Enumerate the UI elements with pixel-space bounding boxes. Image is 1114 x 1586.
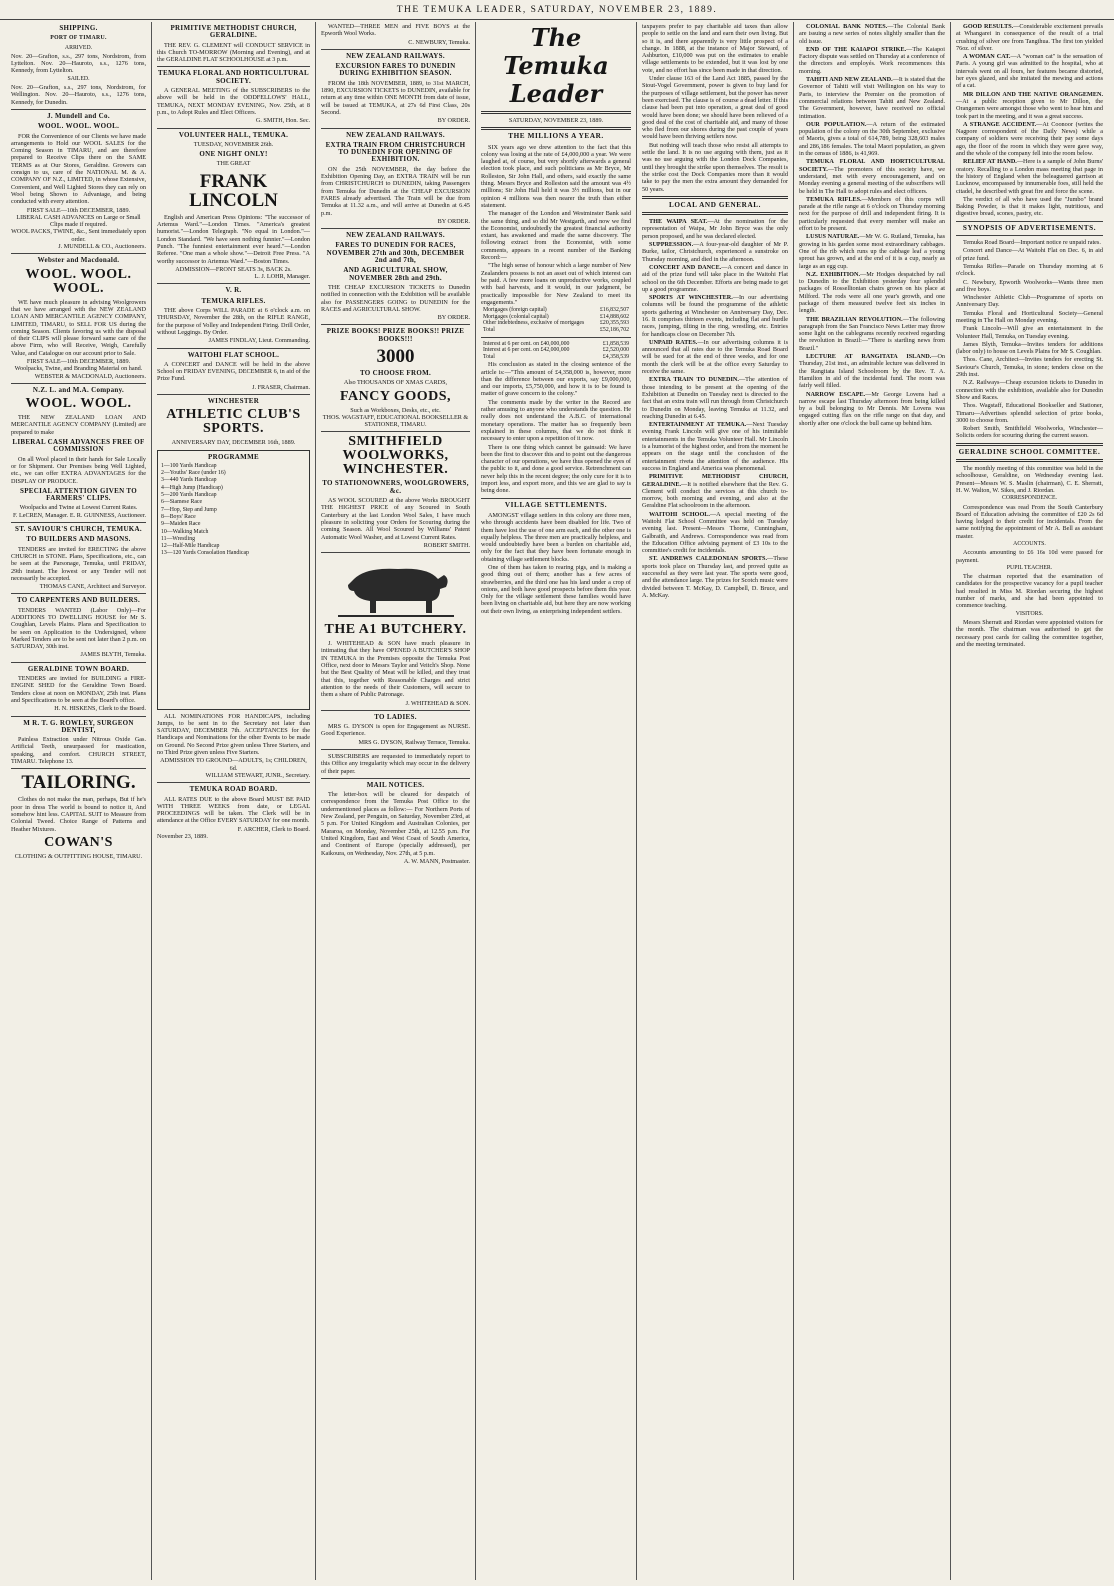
mail-heading: MAIL NOTICES. — [366, 780, 425, 789]
railways-heading-1: NEW ZEALAND RAILWAYS. — [346, 51, 445, 60]
village-paragraph-1: AMONGST village settlers in this colony are three men, who through accidents have been disabled for life. Two of them have lost the use of one arm each, and the other one is equally helpless. The three men are practically helpless, and would undoubtedly have been a burden on charitable aid, only for the fact that they have been fortunate enough in obtaining village settlement blocks. — [481, 511, 631, 563]
rifles-signature: JAMES FINDLAY, Lieut. Commanding. — [208, 337, 310, 345]
news-item-heading: A STRANGE ACCIDENT. — [963, 120, 1037, 128]
butchery-text: J. WHITEHEAD & SON have much pleasure in intimating that they have OPENED A BUTCHER'S SHOP IN TEMUKA in the Premises opposite the Temuka Post Office, next door to Messrs Taylor and Veitch's Shop. None but the Best Quality of Meat will be killed, and they trust that this, together with Reasonable Charges and strict attention to the needs of their Customers, will secure to them a share of Public Patronage. — [321, 640, 470, 699]
news-item-heading: GOOD RESULTS. — [963, 23, 1014, 30]
news-item-text: —These sports took place on Thursday last, and proved quite as successful as they were last year. The sports were good, and the attendance large. The prizes for Scotch music were divided between T. McKay, D. Campbell, D. Bruce, and A. McKay. — [642, 555, 788, 599]
synopsis-item: Winchester Athletic Club—Programme of sports on Anniversary Day. — [956, 294, 1103, 309]
athletic-admission: ADMISSION TO GROUND—ADULTS, 1s; CHILDREN, 6d. — [160, 757, 307, 772]
news-item-text: —A four-year-old daughter of Mr P. Burke, tailor, Christchurch, experienced a sunstroke on Thursday morning, and died in the afternoon. — [642, 241, 788, 263]
news-item — [799, 158, 945, 194]
programme-event: 6—Siamese Race — [161, 499, 203, 506]
news-item-heading: TEMUKA FLORAL AND HORTICULTURAL SOCIETY. — [799, 158, 945, 173]
news-item-text: —A concert and dance in aid of the prize fund will take place in the Waitohi Flat school on the 6th December. Efforts are being made to get up a good programme. — [642, 263, 788, 293]
floral-heading: TEMUKA FLORAL AND HORTICULTURAL SOCIETY. — [158, 69, 309, 85]
rifles-text: THE above Corps WILL PARADE at 6 o'clock a.m. on THURSDAY, November the 28th, on the RIFLE RANGE, for the purpose of Volley and Independent Firing. Drill Order, without Leggings. By Order. — [157, 307, 310, 336]
news-item-heading: LECTURE AT RANGITATA ISLAND. — [806, 353, 932, 361]
programme-event: 2—Youths' Race (under 16) — [161, 470, 226, 477]
news-item-heading: SPORTS AT WINCHESTER. — [649, 294, 733, 302]
saviour-heading: ST. SAVIOUR'S CHURCH, TEMUKA. — [15, 525, 142, 534]
first-sale-2: FIRST SALE—10th DECEMBER, 1889. — [26, 357, 131, 365]
extra-train-heading: EXTRA TRAIN FROM CHRISTCHURCH TO DUNEDIN FOR OPENING OF EXHIBITION. — [325, 140, 466, 164]
news-item-text: —The following paragraph from the San Francisco News Letter may throw some light on the cablegrams recently received regarding the revolution in Brazil:—"There is startling news from Brazil." — [799, 315, 945, 352]
news-item-text: —The Kaiapoi Factory dispute was settled on Thursday at a conference of the directors and employés. Work recommences this morning. — [799, 45, 945, 75]
synopsis-item: Robert Smith, Smithfield Woolworks, Winchester—Solicits orders for scouring during the current season. — [956, 425, 1103, 440]
millions-heading: THE MILLIONS A YEAR. — [508, 132, 604, 141]
by-order-1: BY ORDER. — [437, 117, 470, 125]
news-item — [799, 76, 945, 120]
news-item — [799, 23, 945, 45]
excursion-text: FROM the 18th NOVEMBER, 1889, to 31st MARCH, 1890, EXCURSION TICKETS to DUNEDIN, available for return at any time within ONE MONTH from date of issue, will be issued at TEMUKA, at 27s 6d First Class, 20s Second. — [321, 79, 470, 116]
programme-event: 13—120 Yards Consolation Handicap — [161, 550, 249, 557]
programme-event: 11—Wrestling — [161, 535, 196, 542]
nzlma-wool-heading: WOOL. WOOL. — [25, 396, 132, 412]
news-item — [642, 339, 788, 375]
news-item-heading: LUSUS NATURAE. — [806, 233, 860, 241]
liberal-advances: LIBERAL CASH ADVANCES on Large or Small Clips made if required. — [16, 213, 141, 229]
news-item-heading: ENTERTAINMENT AT TEMUKA. — [649, 421, 747, 429]
news-item — [642, 421, 788, 472]
news-item — [956, 196, 1103, 218]
road-board-signature: F. ARCHER, Clerk to Board. — [237, 825, 310, 833]
the-great: THE GREAT — [216, 160, 251, 168]
mail-signature: A. W. MANN, Postmaster. — [403, 857, 470, 865]
carpenters-text: TENDERS WANTED (Labor Only)—For ADDITIONS TO DWELLING HOUSE for Mr S. Coughlan, Levels Plains. Plans and Specification to be seen on Application to the Undersigned, where Marked Tenders are to be sent not later than 2 p.m. on SATURDAY, 30th inst. — [11, 606, 146, 651]
three-thousand: 3000 — [376, 345, 415, 367]
news-item-text: —Mr George Lovens had a narrow escape last Thursday afternoon from being killed by a bull belonging to Mr Dennis. Mr Lovens was engaged cutting flax on the rifle range on that day, and shortly after one o'clock the bull came up behind him. — [799, 390, 945, 427]
mundell-signature: J. MUNDELL & CO., Auctioneers. — [58, 243, 146, 251]
rowley-heading: M R. T. G. ROWLEY, SURGEON DENTIST, — [23, 718, 134, 734]
synopsis-heading: SYNOPSIS OF ADVERTISEMENTS. — [962, 223, 1097, 232]
news-item-text: —Next Tuesday evening Frank Lincoln will give one of his inimitable entertainments in the Temuka Volunteer Hall. Mr Lincoln is a humorist of the highest order, and from the moment he appears on the stage until the conclusion of the entertainment riveta the attention of the audience. His success in England and America was phenomenal. — [642, 421, 788, 472]
by-order-2: BY ORDER. — [437, 217, 470, 225]
subscribers-text: SUBSCRIBERS are requested to immediately report to this Office any irregularity which may occur in the delivery of their paper. — [321, 753, 470, 775]
news-item-heading: PRIMITIVE METHODIST CHURCH, GERALDINE. — [642, 473, 788, 488]
stationowners-heading: TO STATIONOWNERS, WOOLGROWERS, &c. — [322, 479, 469, 495]
news-item-text: —The Colonial Bank are issuing a new series of notes slightly smaller than the old issue. — [799, 23, 945, 45]
news-item — [642, 376, 788, 420]
row-label: Mortgages (foreign capital) — [483, 307, 547, 314]
synopsis-item: Thos. Cane, Architect—Invites tenders for erecting St. Saviour's Church, Temuka, in stone; tenders close on the 29th inst. — [956, 356, 1103, 379]
news-item-heading: TEMUKA RIFLES. — [806, 195, 862, 203]
sailed-label: SAILED. — [67, 75, 90, 82]
liberal-advances-2: LIBERAL CASH ADVANCES FREE OF COMMISSION — [12, 438, 145, 454]
butchery-heading: THE A1 BUTCHERY. — [324, 622, 467, 638]
column-7 — [951, 22, 1108, 1580]
cowan-signature: CLOTHING & OUTFITTING HOUSE, TIMARU. — [14, 852, 143, 860]
butchery-signature: J. WHITEHEAD & SON. — [405, 699, 470, 707]
programme-event: 10—Walking Match — [161, 528, 209, 535]
programme-event: 12—Half-Mile Handicap — [161, 543, 220, 550]
waitohi-signature: J. FRASER, Chairman. — [252, 383, 310, 391]
geraldine-board-heading: GERALDINE TOWN BOARD. — [27, 664, 130, 673]
synopsis-item: Temuka Road Board—Important notice re unpaid rates. — [963, 239, 1101, 247]
wagstaff-signature: THOS. WAGSTAFF, EDUCATIONAL BOOKSELLER & STATIONER, TIMARU. — [322, 413, 469, 429]
row-label: Other indebtedness, exclusive of mortgages — [483, 320, 585, 327]
one-night-only: ONE NIGHT ONLY! — [199, 150, 268, 159]
table-row — [481, 320, 631, 327]
tailoring-heading: TAILORING. — [21, 772, 136, 794]
village-paragraph-2: One of them has taken to rearing pigs, and is making a good thing out of them; another has a few acres of strawberries, and the third one has his land under a crop of onions, and both have good prospects before them this year. Only for the village settlement these families would have been living on charitable aid, but here they are now working out their own living, as enterprising independent settlers. — [481, 564, 631, 615]
row-label: Interest at 6 per cent. on £40,000,000 — [483, 340, 570, 347]
paper-date: SATURDAY, NOVEMBER 23, 1889. — [508, 117, 604, 124]
smithfield-heading: SMITHFIELD WOOLWORKS, WINCHESTER. — [342, 434, 449, 478]
builders-heading: TO BUILDERS AND MASONS. — [26, 535, 131, 544]
news-item-text: —The attention of those intending to be present at the opening of the Exhibition at Dunedin on Tuesday next is directed to the fact that an extra train will run through from Christchurch to Dunedin on Monday, leaving Temuka at 11.32, and reaching Dunedin at 6.45. — [642, 376, 788, 420]
xmas-cards: Also THOUSANDS OF XMAS CARDS, — [343, 379, 448, 387]
column-1 — [6, 22, 152, 1580]
agri-heading: AND AGRICULTURAL SHOW, NOVEMBER 28th and 29th. — [343, 266, 448, 282]
news-item-text: —At Coonoor (writes the Nagpore correspondent of the Daily News) while a company of soldiers were receiving their pay some days ago, the floor of the room in which they were gave way, and the whole of the company fell into the room below. — [956, 120, 1103, 158]
synopsis-item: C. Newbury, Epworth Woolworks—Wants three men and five boys. — [956, 278, 1103, 293]
millions-paragraph-3: "The high sense of honour which a large number of New Zealanders possess is not an asset out of which interest can be paid. A few more loans on unproductive works, coupled with bad harvests, and it would, in our judgment, be practically impossible for New Zealand to meet its engagements." — [481, 262, 631, 306]
arrived-label: ARRIVED. — [64, 44, 93, 51]
row-value: £16,832,507 — [600, 307, 629, 314]
news-item-text: —Members of this corps will parade at the rifle range at 6 o'clock on Thursday morning next for the purpose of drill and independent firing. It is particularly requested that every member will make an effort to be present. — [799, 195, 945, 233]
news-item-text: —Mr Hodges despatched by rail to Dunedin to the Exhibition yesterday four splendid packages of Rosselltonian chairs grown on his place at Milford. The rods were all one year's growth, and one package of them measured twelve feet six inches in length. — [799, 270, 946, 315]
choose-heading: TO CHOOSE FROM. — [359, 368, 432, 377]
wanted-text: WANTED—THREE MEN and FIVE BOYS at the Epworth Wool Works. — [321, 23, 470, 38]
news-item — [642, 473, 788, 509]
wool-packs-2: Woolpacks, Twine, and Branding Material on hand. — [14, 365, 143, 373]
news-item — [799, 46, 945, 75]
synopsis-item: Frank Lincoln—Will give an entertainment in the Volunteer Hall, Temuka, on Tuesday evening. — [956, 325, 1103, 340]
news-item-heading: END OF THE KAIAPOI STRIKE. — [806, 45, 907, 53]
smithfield-text: AS WOOL SCOURED at the above Works BROUGHT THE HIGHEST PRICE of any Scoured in South Canterbury at the last London Wool Sales, I have much pleasure in soliciting your Orders for Scouring during the coming Season. All Wool Scoured by Williams' Patent Automatic Wool Washer, and at Lowest Current Rates. — [321, 497, 470, 541]
millions-paragraph-4: His conclusion as stated in the closing sentence of the article is:—"This amount of £4,358,000 is, however, more than the difference between our exports, say £9,000,000, and our imports, £5,750,000, and how it is to be found is matter of grave concern to the colony." — [481, 361, 631, 398]
programme-event: 7—Hop, Step and Jump — [161, 506, 217, 513]
vr-heading: V. R. — [225, 286, 242, 295]
news-item-text: —Mr W. G. Rutland, Temuka, has growing in his garden some most extraordinary cabbages. One of the rib which runs up the cabbage leaf a young sprout has grown, and at the end of it is a cup, nearly as large as an egg cup. — [799, 233, 945, 270]
column-6 — [794, 22, 951, 1580]
arrived-text: Nov. 20—Grafton, s.s., 297 tons, Nordstrom, from Lyttelton. Nov. 20—Hauroto, s.s., 1276 tons, Kennedy, from Lyttelton. — [11, 52, 146, 75]
mundell-wool-heading: WOOL. WOOL. WOOL. — [37, 122, 120, 131]
programme-event: 8—Boys' Race — [161, 513, 196, 520]
news-item — [642, 555, 788, 599]
interest-table — [481, 341, 631, 361]
webster-wool-heading: WOOL. WOOL. WOOL. — [25, 266, 132, 296]
school-paragraph-3: Accounts amounting to £6 16s 10d were passed for payment. — [956, 549, 1103, 564]
visitors-heading: VISITORS. — [1015, 610, 1044, 617]
news-item — [642, 264, 788, 293]
news-item-text: —At the nomination for the representation of Waipa, Mr John Bryce was the only person proposed, and he was declared elected. — [642, 218, 788, 240]
news-item-heading: COLONIAL BANK NOTES. — [806, 23, 888, 30]
news-item — [799, 121, 945, 157]
row-value: £14,888,602 — [600, 313, 629, 320]
news-item-text: —At a public reception given to Mr Dillon, the Orangemen were amongst those who went to hear him and took part in the meeting, and it was a great success. — [956, 97, 1103, 120]
winchester-heading: WINCHESTER — [207, 396, 260, 405]
millions-paragraph-2: The manager of the London and Westminster Bank said the same thing, and so did Mr Westgarth, and now we find the Economist, undoubtedly the greatest financial authority extant, has awakened and made the same discovery. The following extract from the Economist, with some comments, appears in a recent number of the Banking Record:— — [481, 210, 631, 262]
news-item — [956, 23, 1103, 52]
methodist-heading: PRIMITIVE METHODIST CHURCH, GERALDINE. — [170, 24, 297, 40]
news-item-text: —Considerable excitement prevails at Whangarei in consequence of the result of a trial crushing of silver ore from Tangihua. The first ton yielded 76oz. of silver. — [956, 23, 1103, 52]
news-item-heading: TAHITI AND NEW ZEALAND. — [806, 76, 893, 84]
news-item — [799, 233, 945, 269]
pupil-teacher-heading: PUPIL TEACHER. — [1006, 564, 1053, 571]
row-label: Total — [483, 326, 495, 333]
school-paragraph-1: The monthly meeting of this committee was held in the schoolhouse, Geraldine, on Wednesday evening last. Present—Messrs W. S. Maslin (chairman), C. E. Sherratt, H. W. Walton, W. Sikes, and J. Riordan. — [956, 465, 1103, 494]
lincoln-text: English and American Press Opinions: "The successor of Artemus Ward."—London Times. "America's greatest humorist."—London Telegraph. "No equal in London."—London Standard. "We have seen nothing funnier."—London Punch. "The funniest entertainment ever heard."—London Referee. "One man a whole show."—Detroit Free Press. "A worthy successor to Artemus Ward."—Boston Times. — [157, 213, 310, 265]
news-item — [642, 294, 788, 338]
news-item-text: —It is stated that the Governor of Tahiti will visit Wellington on his way to Paris, to interview the Premier on the promotion of commercial relations between Tahiti and New Zealand. The Government, however, have received no official intimation. — [799, 76, 945, 120]
programme-event: 3—440 Yards Handicap — [161, 477, 217, 484]
excursion-heading: EXCURSION FARES TO DUNEDIN DURING EXHIBITION SEASON. — [335, 62, 456, 78]
road-board-heading: TEMUKA ROAD BOARD. — [189, 785, 278, 794]
ladies-text: MRS G. DYSON is open for Engagement as NURSE. Good Experience. — [321, 723, 470, 738]
programme-event: 5—200 Yards Handicap — [161, 492, 217, 499]
column-4 — [476, 22, 637, 1580]
tailoring-text: Clothes do not make the man, perhaps, But if he's poor in dress The world is bound to notice it, And somehow hint less. CAPITAL SUIT to Measure from Colonial Tweed. Choice Range of Patterns and Heather Mixtures. — [11, 796, 146, 833]
programme-event: 9—Maiden Race — [161, 521, 201, 528]
sailed-text: Nov. 20—Grafton, s.s., 297 tons, Nordstrom, for Wellington. Nov. 20—Hauroto, s.s., 1276 tons, Kennedy, for Dunedin. — [11, 84, 146, 106]
road-board-date: November 23, 1889. — [157, 833, 208, 841]
news-item — [799, 196, 945, 232]
news-item — [956, 158, 1103, 194]
wanted-signature: C. NEWBURY, Temuka. — [408, 38, 470, 46]
table-row — [481, 354, 631, 361]
row-value: £1,858,539 — [602, 340, 629, 347]
row-label: Interest at 6 per cent. on £42,000,000 — [483, 347, 570, 354]
floral-text: A GENERAL MEETING of the SUBSCRIBERS to the above will be held in the ODDFELLOWS' HALL, TEMUKA, NEXT MONDAY EVENING, Nov. 25th, at 8 p.m., to Adopt Rules and Elect Officers. — [157, 87, 310, 116]
geraldine-board-text: TENDERS are invited for BUILDING a FIRE-ENGINE SHED for the Geraldine Town Board. Tenders close at noon on MONDAY, 25th inst. Plans and Specifications to be seen at the Board's office. — [11, 675, 146, 704]
news-item — [799, 391, 945, 427]
methodist-text: THE REV. G. CLEMENT will CONDUCT SERVICE in this Church TO-MORROW (Morning and Evening), and at the GERALDINE FLAT SCHOOLHOUSE at 3 p.m. — [157, 41, 310, 64]
road-board-text: ALL RATES DUE to the above Board MUST BE PAID WITH THREE WEEKS from date, or LEGAL PROCEEDINGS will be taken. The Clerk will be in attendance at the Office EVERY SATURDAY for one month. — [157, 795, 310, 825]
row-label: Total — [483, 353, 495, 360]
news-item — [956, 53, 1103, 89]
mail-text: The letter-box will be cleared for despatch of correspondence from the Temuka Post Office to the undermentioned places as follow:— For Northern Ports of New Zealand, per Penguin, on Saturday, November 23rd, at 5 p.m. For United Kingdom and Australian Colonies, per Mararoa, on Monday, November 25th, at 12.55 p.m. For United Kingdom, East and West Coast of South America, and Continent of Europe (specially addressed), per Kaikoura, on Wednesday, Nov. 27th, at 5 p.m. — [321, 791, 470, 857]
news-item-text: —On Thursday, 21st inst., an admirable lecture was delivered in the Rangitata Island Schoolroom by the Rev. T. A. Hamilton in aid of the incidental fund. The room was fairly well filled. — [799, 353, 945, 390]
news-item-heading: EXTRA TRAIN TO DUNEDIN. — [649, 376, 739, 384]
accounts-heading: ACCOUNTS. — [1013, 541, 1046, 547]
news-item — [956, 121, 1103, 157]
millions-paragraph-5: The comments made by the writer in the Record are rather amusing to anyone who understands the question. He really does not understand the A.B.C. of international monetary operations. The matter has so frequently been explained in these columns, that we do not think it necessary to enter upon a repetition of it now. — [481, 398, 631, 443]
news-item-heading: THE WAIPA SEAT. — [649, 218, 708, 226]
port-heading: PORT OF TIMARU. — [50, 35, 107, 42]
news-item-text: —The promoters of this society have, we understand, met with every encouragement, and on Monday evening a general meeting of the subscribers will be held in The Hall to adopt rules and elect officers. — [799, 165, 945, 195]
mundell-heading: J. Mundell and Co. — [47, 111, 110, 120]
column-2 — [152, 22, 316, 1580]
programme-event: 1—100 Yards Handicap — [161, 462, 217, 469]
news-item-text: —A return of the estimated population of the colony on the 30th September, exclusive of Maoris, gives a total of 614,789, being 328,603 males and 286,186 females. The total Maori population, as given in the census of 1886, is 41,969. — [799, 120, 945, 158]
newspaper-columns — [6, 22, 1108, 1580]
cowan-heading: COWAN'S — [44, 834, 113, 850]
railways-heading-2: NEW ZEALAND RAILWAYS. — [346, 130, 445, 139]
news-item-heading: A WOMAN CAT. — [963, 53, 1011, 61]
races-text: THE CHEAP EXCURSION TICKETS to Dunedin notified in connection with the Exhibition will be available also for PASSENGERS GOING to DUNEDIN for the RACES and AGRICULTURAL SHOW. — [321, 283, 470, 313]
rowley-text: Painless Extraction under Nitrous Oxide Gas. Artificial Teeth, unsurpassed for mastication, speaking, and comfort. CHURCH STREET, TIMARU. Telephone 13. — [11, 736, 146, 766]
news-item — [799, 353, 945, 389]
village-heading: VILLAGE SETTLEMENTS. — [504, 500, 608, 509]
lincoln-admission: ADMISSION—FRONT SEATS 3s, BACK 2s. — [175, 265, 292, 273]
floral-signature: G. SMITH, Hon. Sec. — [255, 117, 310, 125]
news-item-heading: THE BRAZILIAN REVOLUTION. — [806, 315, 903, 323]
webster-heading: Webster and Macdonald. — [37, 256, 120, 265]
synopsis-item: Temuka Floral and Horticultural Society—General meeting in The Hall on Monday evening. — [956, 309, 1103, 324]
news-item-text: —It is notified elsewhere that the Rev. G. Clement will conduct the services at this church to-morrow, both morning and evening, and also at the Geraldine Flat schoolroom in the afternoon. — [642, 480, 788, 510]
news-item-text: —Here is a sample of John Burns' oratory. Recalling to a London mass meeting that page in the history of England when the beleaguered garrison at Lucknow, encompassed by innumerable foes, still held the citadel, he described with great fire and force the scene. — [956, 158, 1103, 195]
news-item — [799, 271, 945, 315]
railways-heading-3: NEW ZEALAND RAILWAYS. — [346, 231, 445, 240]
news-item-heading: OUR POPULATION. — [806, 120, 867, 128]
column-5 — [637, 22, 794, 1580]
news-item — [799, 316, 945, 352]
webster-text: WE have much pleasure in advising Woolgrowers that we have arranged with the NEW ZEALAND LOAN AND MERCANTILE AGENCY COMPANY, LIMITED, TIMARU, to SELL FOR US during the coming Season. Clients favoring us with the disposal of their CLIPS will please forward same care of the above Firm, who will Receive, Weigh, Carefully Value, and Catalogue on our account prior to Sale. — [11, 298, 146, 357]
column-3 — [316, 22, 476, 1580]
fancy-text: Such as Workboxes, Desks, etc., etc. — [350, 406, 441, 414]
rifles-heading: TEMUKA RIFLES. — [201, 296, 266, 305]
news-item — [642, 511, 788, 555]
saviour-signature: THOMAS CANE, Architect and Surveyor. — [39, 583, 146, 591]
programme-event: 4—High Jump (Handicap) — [161, 484, 223, 491]
masthead: THE TEMUKA LEADER, SATURDAY, NOVEMBER 23, 1889. — [0, 0, 1114, 20]
athletic-heading: ATHLETIC CLUB'S SPORTS. — [166, 407, 301, 437]
paper-title: The Temuka Leader — [503, 23, 609, 108]
synopsis-item: James Blyth, Temuka—Invites tenders for additions (labor only) to house on Levels Plains for Mr S. Coughlan. — [956, 340, 1103, 356]
nzlma-heading: N.Z. L. and M.A. Company. — [32, 385, 125, 394]
millions-paragraph-6: There is one thing which cannot be gainsaid: We have been the first to discover this and to point out the dangerous character of our operations, we have thus opened the eyes of the public to it, and done a good service. Retrenchment can never help this in the recent degree; the only cure for it is to import less, and export more, and this we are glad to say is being done. — [481, 443, 631, 495]
local-general-heading: LOCAL AND GENERAL. — [668, 200, 762, 209]
local-items — [642, 218, 788, 599]
mundell-text: FOR the Convenience of our Clients we have made arrangements to Hold our WOOL SALES for the Coming Season in TIMARU, and are therefore prepared to Receive Clips there on the SAME TERMS as at Our Stores, Geraldine. Growers can consign to us, care of the NATIONAL M. & A. COMPANY OF N.Z., LIMITED, in whose Extensive, Convenient, and Well Lighted Stores they can rely on Wool being Shown to Advantage, and being conducted with every attention. — [11, 132, 146, 206]
lincoln-date: TUESDAY, NOVEMBER 26th. — [193, 140, 274, 148]
ladies-signature: MRS G. DYSON, Railway Terrace, Temuka. — [358, 738, 470, 746]
school-paragraph-4: The chairman reported that the examination of candidates for the prospective vacancy for a pupil teacher had resulted in Miss M. Riordan securing the highest number of marks, and she had been appointed to commence teaching. — [956, 573, 1103, 610]
news-item — [956, 91, 1103, 120]
sports-programme-table — [157, 450, 310, 710]
row-value: £2,520,000 — [602, 347, 629, 354]
news-item-heading: RELIEF AT HAND. — [963, 158, 1017, 166]
news-item — [642, 218, 788, 240]
news-item-heading: N.Z. EXHIBITION. — [806, 270, 861, 278]
news-item-heading: NARROW ESCAPE. — [806, 390, 866, 398]
school-paragraph-2: Correspondence was read From the South Canterbury Board of Education advising the committee of £20 2s 6d having lodged to their credit for incidentals. From the same notifying the appointment of Mr A. Bell as assistant master. — [956, 503, 1103, 540]
table-row — [481, 327, 631, 334]
row-value: £20,355,593 — [600, 320, 629, 327]
table-row — [481, 307, 631, 314]
news-item — [642, 241, 788, 263]
nzlma-text-2: On all Wool placed in their hands for Sale Locally or for Shipment. Our Premises being Well Lighted, etc., we can offer EXTRA ADVANTAGES for the DISPLAY OF PRODUCE. — [11, 455, 146, 485]
news-item-heading: CONCERT AND DANCE. — [649, 263, 722, 271]
ladies-heading: TO LADIES. — [374, 712, 417, 721]
village-continued-1: taxpayers prefer to pay charitable aid taxes than allow people to settle on the land and earn their own living. But so it is, and there apparently is very little prospect of a change. In 1888, at the instance of Major Steward, of Ashburton, £10,000 was put on the estimates to enable village settlements to be extended, but it was lost by one vote, and no effort has since been made in that direction. — [642, 23, 788, 74]
news-item-heading: SUPPRESSION. — [649, 241, 694, 249]
millions-paragraph-1: SIX years ago we drew attention to the fact that this colony was losing at the rate of £4,000,000 a year. We were laughed at, of course, but very shortly afterwards a general election took place, and such politicians as Mr Bryce, Mr Rolleston, Sir John Hall, and others, said exactly the same thing. Messrs Bryce and Rolleston said the amount was 4½ millions; Sir John Hall held it was 3½ millions, but in our opinion 4 millions was then nearer the truth than either statement. — [481, 143, 631, 209]
geraldine-board-signature: H. N. HISKENS, Clerk to the Board. — [54, 705, 146, 713]
village-continued-3: But nothing will teach those who resist all attempts to settle the land. It is no use arguing with them, just as it was no use arguing with the London Dock Companies, until they brought the strike upon themselves. The result is the strike cost the Dock Companies more than it would take to pay the men the extra amount they demanded for 50 years. — [642, 141, 788, 193]
smithfield-signature: ROBERT SMITH. — [423, 541, 470, 549]
frank-lincoln-heading: FRANK LINCOLN — [189, 170, 278, 211]
carpenters-heading: TO CARPENTERS AND BUILDERS. — [16, 596, 141, 605]
wool-packs-3: Woolpacks and Twine at Lowest Current Rates. — [19, 504, 138, 512]
correspondence-heading: CORRESPONDENCE. — [1002, 495, 1057, 502]
row-value: £4,358,539 — [602, 353, 629, 360]
anniversary-day: ANNIVERSARY DAY, DECEMBER 16th, 1889. — [171, 439, 296, 447]
nzlma-text: THE NEW ZEALAND LOAN AND MERCANTILE AGENCY COMPANY (Limited) are prepared to make — [11, 414, 146, 436]
news-items-7 — [956, 23, 1103, 218]
row-value: £52,186,702 — [600, 326, 629, 333]
news-item-text: —In our advertising columns will be found the programme of the athletic sports gathering at Winchester on Anniversary Day, Dec. 16. It comprises thirteen events, including flat and hurdle races, jumping, tilting in the ring, wrestling, etc. Entries for handicaps close on December 7th. — [642, 294, 788, 338]
debt-table — [481, 307, 631, 333]
table-row — [481, 341, 631, 348]
village-continued-2: Under clause 163 of the Land Act 1885, passed by the Stout-Vogel Government, power is given to buy land for the purposes of village settlement, but the power has never been exercised. The clause is of course a dead letter. If this clause had been put into operation, a great deal of good would have been done; we should have been relieved of a good deal of the cost of charitable aid, and many of those who fled from our shores during the past couple of years would have been thriving settlers now. — [642, 75, 788, 141]
volunteer-hall-heading: VOLUNTEER HALL, TEMUKA. — [178, 130, 289, 139]
lincoln-signature: L. J. LOHR, Manager. — [254, 273, 310, 281]
news-items — [799, 23, 945, 427]
nzlma-signature: F. LeCREN, Manager. E. R. GUINNESS, Auctioneer. — [12, 511, 146, 519]
news-item-heading: WAITOHI SCHOOL. — [649, 510, 710, 518]
news-item-text: —A "woman cat" is the sensation of Paris. A young girl was admitted to the hospital, who at intervals went on all fours, her features became distorted, her eyes glazed, and she imitated the mewing and actions of a cat. — [956, 53, 1103, 90]
news-item-text: —A special meeting of the Waitohi Flat School Committee was held on Tuesday evening last. Present—Messrs Thorne, Cunningham, Galbraith, and Andrews. Correspondence was read from the Education Office advising payment of £3 10s to the committee's credit for incidentals. — [642, 510, 788, 555]
extra-train-text: ON the 25th NOVEMBER, the day before the Exhibition Opening Day, an EXTRA TRAIN will be run from CHRISTCHURCH to DUNEDIN, taking Passengers from Temuka for Dunedin at the CHEAP EXCURSION FARES already advertised. The Train will be due from Temuka at 11.32 a.m., and will arrive at Dunedin at 6.45 p.m. — [321, 165, 470, 217]
synopsis-item: Thos. Wagstaff, Educational Bookseller and Stationer, Timaru—Advertises splendid selection of prize books, 3000 to choose from. — [956, 402, 1103, 424]
school-heading: GERALDINE SCHOOL COMMITTEE. — [958, 447, 1101, 456]
bullock-illustration — [336, 557, 456, 619]
nominations-text: ALL NOMINATIONS FOR HANDICAPS, including Jumps, to be sent in to the Secretary not later than SATURDAY, DECEMBER 7th. ACCEPTANCES for the Handicaps and Nominations for the other Events to be made on Ground. No Second Prize given unless Three Starters, and no Third Prize given unless Five Starters. — [157, 712, 310, 757]
table-row — [481, 347, 631, 354]
news-item-heading: UNPAID RATES. — [649, 338, 698, 346]
wool-packs: WOOL PACKS, TWINE, &c., Sent immediately upon order. — [11, 228, 146, 243]
waitohi-heading: WAITOHI FLAT SCHOOL. — [187, 350, 280, 359]
news-item-text: —In our advertising columns it is announced that all rates due to the Temuka Road Board will be sued for at the end of three weeks, and for one month the clerk will be at the office every Saturday to receive the same. — [642, 338, 788, 376]
programme-events — [158, 463, 309, 558]
webster-signature: WEBSTER & MACDONALD, Auctioneers. — [34, 372, 146, 380]
first-sale: FIRST SALE—10th DECEMBER, 1889. — [26, 206, 131, 214]
synopsis-item: N.Z. Railways—Cheap excursion tickets to Dunedin in connection with the exhibition, available also for Dunedin Show and Races. — [956, 379, 1103, 401]
school-paragraph-5: Messrs Sherratt and Riordan were appointed visitors for the month. The chairman was authorised to get the necessary post cards for calling the committee together, and the meeting terminated. — [956, 618, 1103, 648]
races-heading: FARES TO DUNEDIN FOR RACES, NOVEMBER 27th and 30th, DECEMBER 2nd and 7th, — [326, 241, 465, 265]
synopsis-item: Temuka Rifles—Parade on Thursday morning at 6 o'clock. — [956, 262, 1103, 278]
news-item-heading: ST. ANDREWS CALEDONIAN SPORTS. — [649, 555, 768, 563]
special-attention: SPECIAL ATTENTION GIVEN TO FARMERS' CLIPS. — [20, 486, 137, 503]
fancy-goods: FANCY GOODS, — [340, 388, 451, 404]
by-order-3: BY ORDER. — [437, 314, 470, 322]
waitohi-text: A CONCERT and DANCE will be held in the above School on FRIDAY EVENING, DECEMBER 6, in aid of the Prize Fund. — [157, 360, 310, 383]
news-item-heading: MR DILLON AND THE NATIVE ORANGEMEN. — [963, 90, 1103, 98]
synopsis-list — [956, 239, 1103, 440]
shipping-heading: SHIPPING. — [59, 24, 98, 32]
news-item-text: The verdict of all who have used the "Jumbo" brand Baking Powder, is that it makes light, nutritious, and digestive bread, scones, pastry, etc. — [956, 195, 1103, 218]
carpenters-signature: JAMES BLYTH, Temuka. — [80, 651, 146, 659]
programme-heading: PROGRAMME — [208, 452, 259, 461]
row-label: Mortgages (colonial capital) — [483, 313, 549, 320]
saviour-text: TENDERS are invited for ERECTING the above CHURCH in STONE. Plans, Specifications, etc., can be seen at the Parsonage, Temuka, until FRIDAY, 29th instant. The lowest or any Tender will not necessarily be accepted. — [11, 545, 146, 582]
synopsis-item: Concert and Dance—At Waitohi Flat on Dec. 6, in aid of prize fund. — [956, 247, 1103, 262]
prize-books-heading: PRIZE BOOKS! PRIZE BOOKS!! PRIZE BOOKS!!! — [326, 327, 465, 343]
athletic-signature: WILLIAM STEWART, JUNR., Secretary. — [205, 771, 310, 779]
